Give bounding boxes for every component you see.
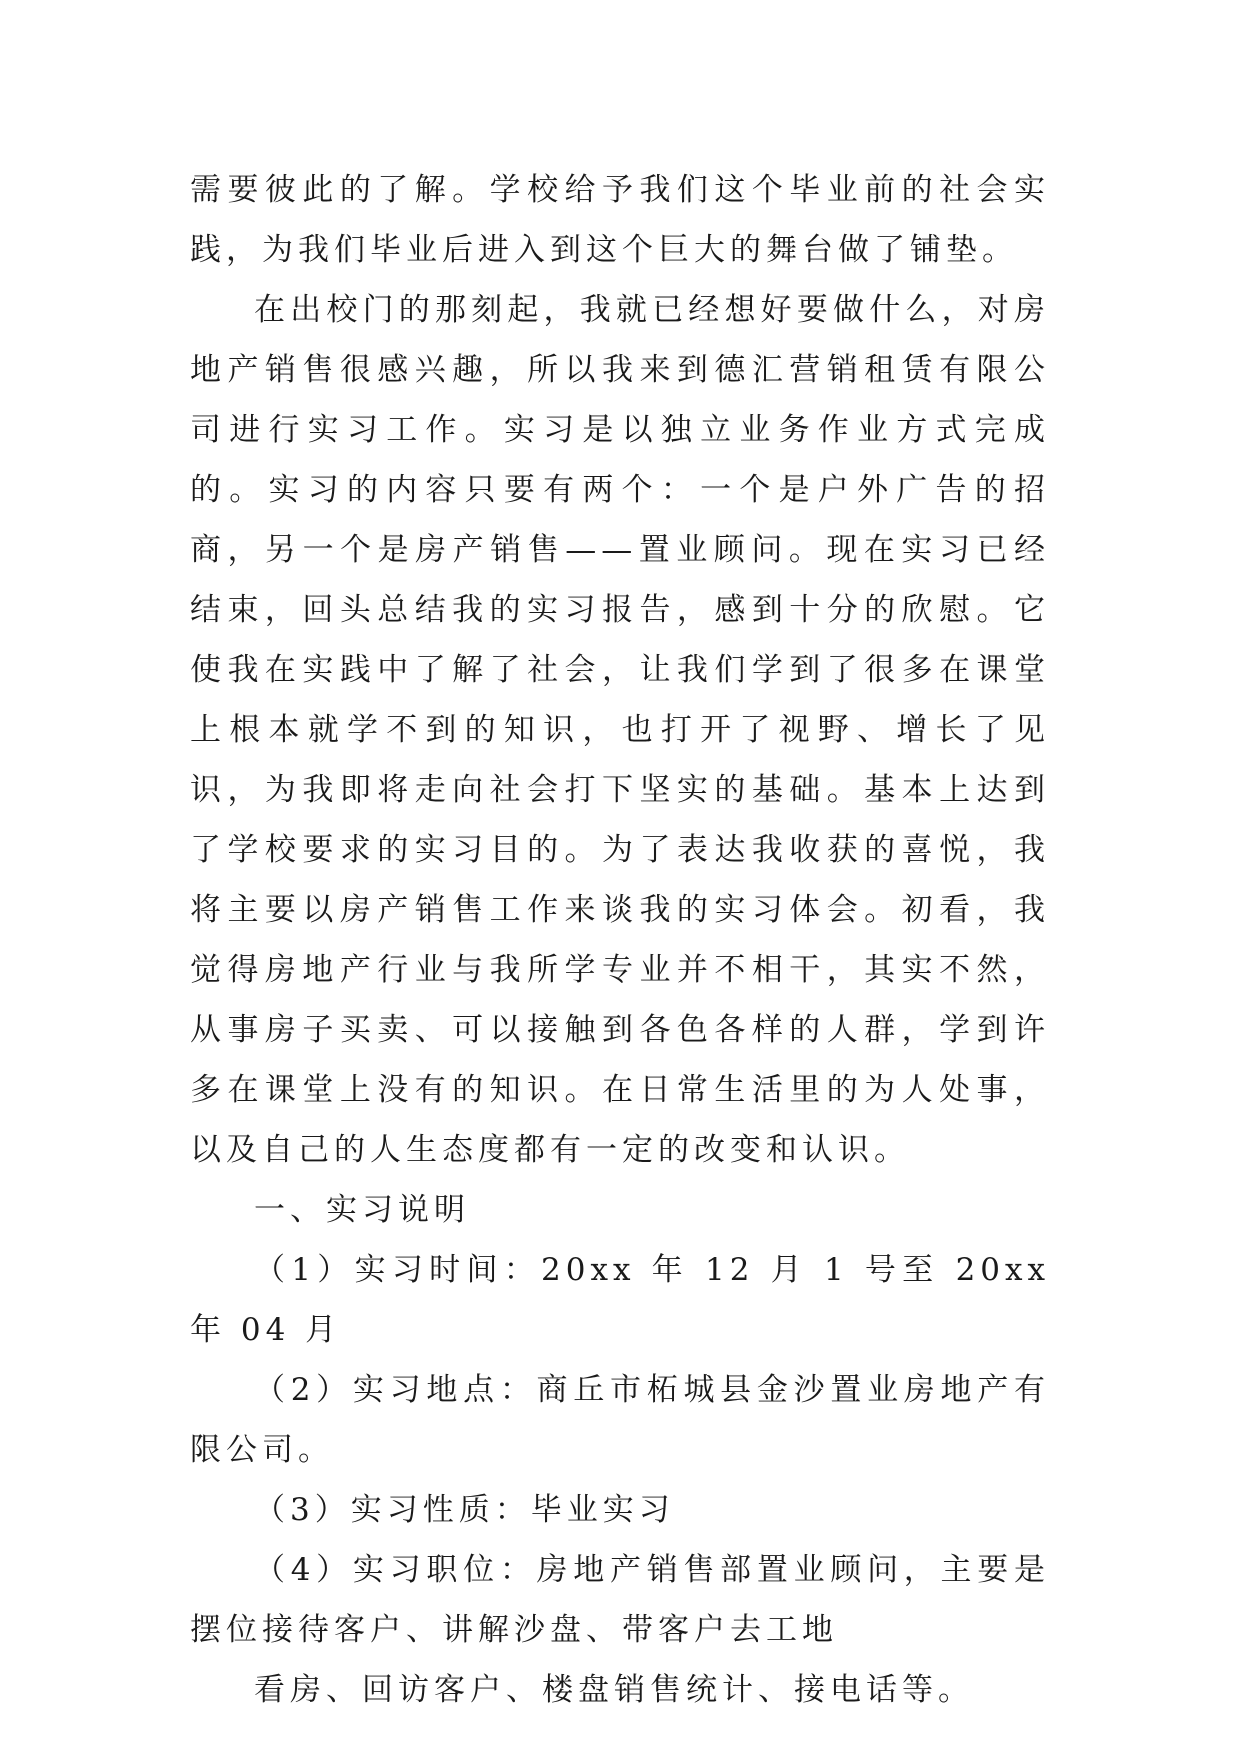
list-item-label: （3） (254, 1492, 351, 1528)
paragraph-duties: 看房、回访客户、楼盘销售统计、接电话等。 (254, 1672, 974, 1708)
list-item-label: （1） (254, 1252, 355, 1288)
paragraph-continuation: 需要彼此的了解。学校给予我们这个毕业前的社会实践，为我们毕业后进入到这个巨大的舞台做了铺垫。 (190, 172, 1050, 268)
list-item-location (190, 1360, 1050, 1480)
list-item-text: 实习地点：商丘市柘城县金沙置业房地产有限公司。 (190, 1372, 1050, 1468)
list-item-time (190, 1240, 1050, 1360)
document-body (190, 160, 1050, 1720)
section-heading: 一、实习说明 (254, 1192, 470, 1228)
paragraph-internship-overview: 在出校门的那刻起，我就已经想好要做什么，对房地产销售很感兴趣，所以我来到德汇营销租赁有限公司进行实习工作。实习是以独立业务作业方式完成的。实习的内容只要有两个：一个是户外广告的招商，另一个是房产销售——置业顾问。现在实习已经结束，回头总结我的实习报告，感到十分的欣慰。它使我在实践中了解了社会，让我们学到了很多在课堂上根本就学不到的知识，也打开了视野、增长了见识，为我即将走向社会打下坚实的基础。基本上达到了学校要求的实习目的。为了表达我收获的喜悦，我将主要以房产销售工作来谈我的实习体会。初看，我觉得房地产行业与我所学专业并不相干，其实不然，从事房子买卖、可以接触到各色各样的人群，学到许多在课堂上没有的知识。在日常生活里的为人处事，以及自己的人生态度都有一定的改变和认识。 (190, 292, 1050, 1168)
list-item-text: 实习职位：房地产销售部置业顾问，主要是摆位接待客户、讲解沙盘、带客户去工地 (190, 1552, 1050, 1648)
list-item-position (190, 1540, 1050, 1660)
list-item-nature (190, 1480, 1050, 1540)
list-item-text: 实习性质：毕业实习 (350, 1492, 675, 1528)
list-item-label: （2） (254, 1372, 353, 1408)
list-item-text: 实习时间：20xx 年 12 月 1 号至 20xx 年 04 月 (190, 1252, 1050, 1348)
list-item-label: （4） (254, 1552, 353, 1588)
